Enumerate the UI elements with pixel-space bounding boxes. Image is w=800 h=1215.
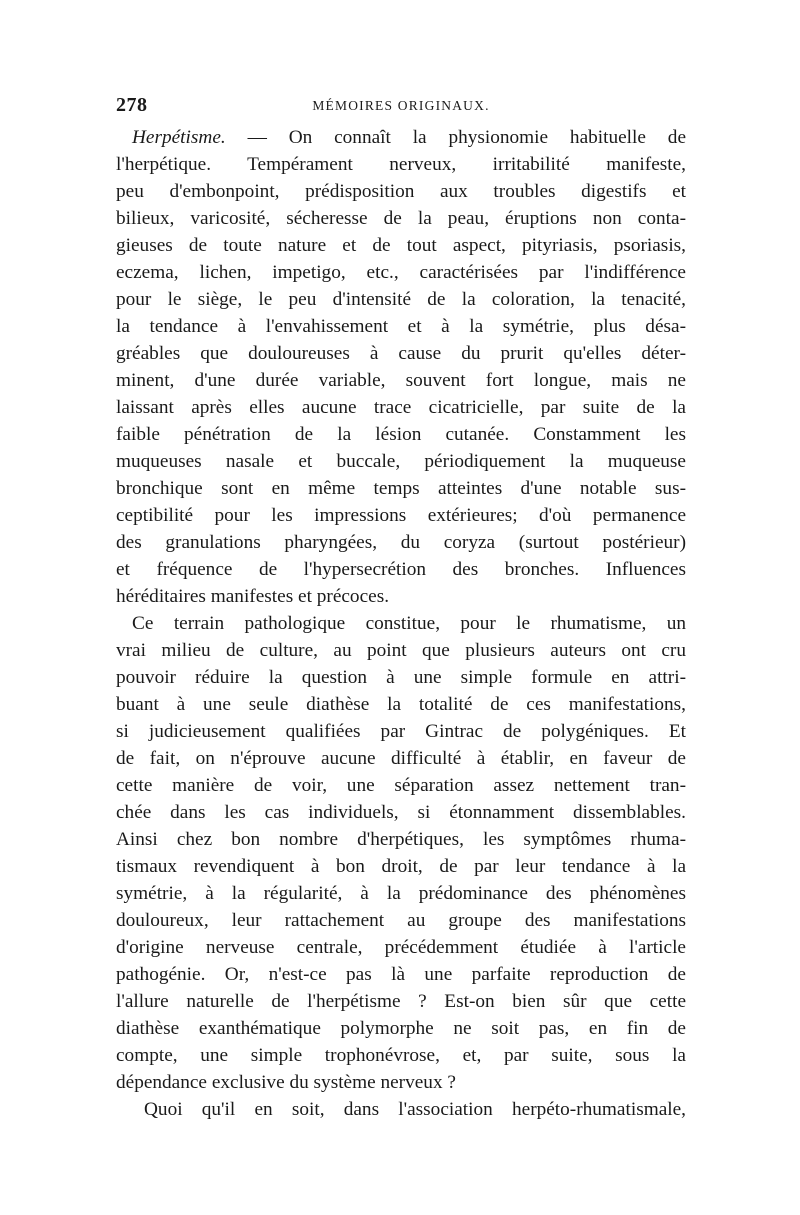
text-line-11: laissant après elles aucune trace cicatricielle, par suite de la <box>116 397 686 418</box>
text-line-19: Ce terrain pathologique constitue, pour le rhumatisme, un <box>132 613 686 634</box>
text-line-13: muqueuses nasale et buccale, périodiquement la muqueuse <box>116 451 686 472</box>
text-line-06: eczema, lichen, impetigo, etc., caractérisées par l'indifférence <box>116 262 686 283</box>
text-line-32: pathogénie. Or, n'est-ce pas là une parfaite reproduction de <box>116 964 686 985</box>
text-line-31: d'origine nerveuse centrale, précédemment étudiée à l'article <box>116 937 686 958</box>
text-line-01-rest: — On connaît la physionomie habituelle de <box>225 127 686 148</box>
text-line-08: la tendance à l'envahissement et à la symétrie, plus désa- <box>116 316 686 337</box>
text-line-18: héréditaires manifestes et précoces. <box>116 586 390 607</box>
text-line-10: minent, d'une durée variable, souvent fort longue, mais ne <box>116 370 686 391</box>
text-line-25: cette manière de voir, une séparation assez nettement tran- <box>116 775 686 796</box>
text-line-29: symétrie, à la régularité, à la prédominance des phénomènes <box>116 883 686 904</box>
text-line-04: bilieux, varicosité, sécheresse de la peau, éruptions non conta- <box>116 208 686 229</box>
text-line-03: peu d'embonpoint, prédisposition aux troubles digestifs et <box>116 181 686 202</box>
text-line-35: compte, une simple trophonévrose, et, par suite, sous la <box>116 1045 686 1066</box>
text-line-27: Ainsi chez bon nombre d'herpétiques, les symptômes rhuma- <box>116 829 686 850</box>
text-line-37: Quoi qu'il en soit, dans l'association herpéto-rhumatismale, <box>144 1099 686 1120</box>
text-line-05: gieuses de toute nature et de tout aspect, pityriasis, psoriasis, <box>116 235 686 256</box>
text-line-22: buant à une seule diathèse la totalité de ces manifestations, <box>116 694 686 715</box>
text-line-16: des granulations pharyngées, du coryza (surtout postérieur) <box>116 532 686 553</box>
text-line-20: vrai milieu de culture, au point que plusieurs auteurs ont cru <box>116 640 686 661</box>
section-title: Herpétisme. <box>132 127 226 148</box>
text-line-02: l'herpétique. Tempérament nerveux, irritabilité manifeste, <box>116 154 686 175</box>
text-line-24: de fait, on n'éprouve aucune difficulté à établir, en faveur de <box>116 748 686 769</box>
text-line-07: pour le siège, le peu d'intensité de la coloration, la tenacité, <box>116 289 686 310</box>
text-line-23: si judicieusement qualifiées par Gintrac de polygéniques. Et <box>116 721 686 742</box>
body-text <box>116 124 686 1123</box>
text-line-26: chée dans les cas individuels, si étonnamment dissemblables. <box>116 802 686 823</box>
text-line-21: pouvoir réduire la question à une simple formule en attri- <box>116 667 686 688</box>
text-line-33: l'allure naturelle de l'herpétisme ? Est-on bien sûr que cette <box>116 991 686 1012</box>
text-line-12: faible pénétration de la lésion cutanée. Constamment les <box>116 424 686 445</box>
text-line-17: et fréquence de l'hypersecrétion des bronches. Influences <box>116 559 686 580</box>
text-line-09: gréables que douloureuses à cause du prurit qu'elles déter- <box>116 343 686 364</box>
text-line-30: douloureux, leur rattachement au groupe des manifestations <box>116 910 686 931</box>
running-title: MÉMOIRES ORIGINAUX. <box>312 98 490 113</box>
running-header <box>116 94 686 116</box>
text-line-34: diathèse exanthématique polymorphe ne soit pas, en fin de <box>116 1018 686 1039</box>
text-line-15: ceptibilité pour les impressions extérieures; d'où permanence <box>116 505 686 526</box>
text-line-01 <box>116 124 686 151</box>
text-line-28: tismaux revendiquent à bon droit, de par leur tendance à la <box>116 856 686 877</box>
page-number: 278 <box>116 94 148 116</box>
text-line-14: bronchique sont en même temps atteintes d'une notable sus- <box>116 478 686 499</box>
text-line-36: dépendance exclusive du système nerveux ? <box>116 1072 456 1093</box>
